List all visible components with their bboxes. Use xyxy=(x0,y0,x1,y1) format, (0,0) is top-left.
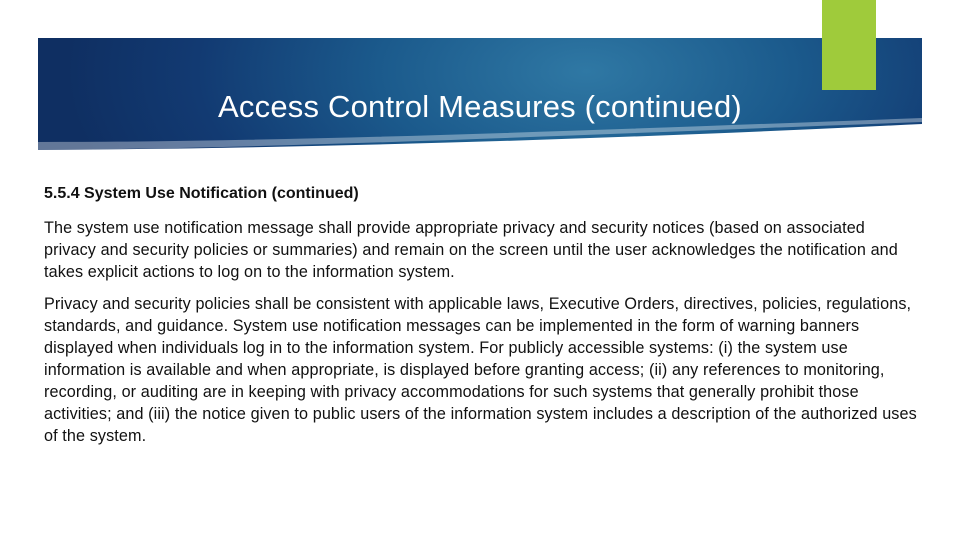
slide-body xyxy=(44,184,918,457)
section-heading: 5.5.4 System Use Notification (continued) xyxy=(44,185,359,202)
body-paragraph-2: Privacy and security policies shall be consistent with applicable laws, Executive Orders, directives, policies, regulations, standards, and guidance. System use notification messages can be implemented in the form of warning banners displayed when individuals log in to the information system. For publicly accessible systems: (i) the system use information is available and when appropriate, is displayed before granting access; (ii) any references to monitoring, recording, or auditing are in keeping with privacy accommodations for such systems that generally prohibit those activities; and (iii) the notice given to public users of the information system includes a description of the authorized uses of the system. xyxy=(44,295,917,445)
body-paragraph-1: The system use notification message shall provide appropriate privacy and security notices (based on associated privacy and security policies or summaries) and remain on the screen until the user acknowledges the notification and takes explicit actions to log on to the information system. xyxy=(44,219,898,281)
slide-title: Access Control Measures (continued) xyxy=(218,89,742,124)
